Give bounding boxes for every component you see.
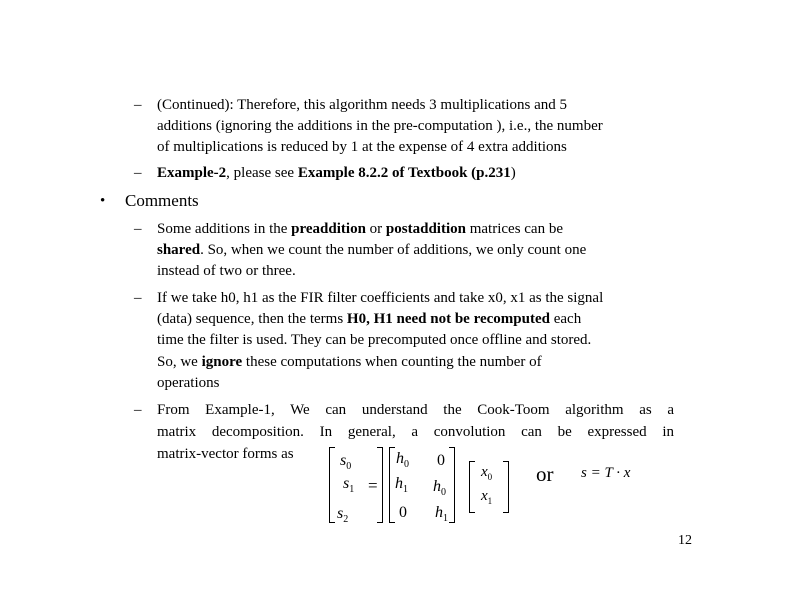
bullet: • [100,193,106,209]
s-vector-right-bracket [377,447,383,523]
fir-line-4: So, we ignore these computations when counting the number of [157,354,542,370]
h0-entry: $h_0$ [433,478,446,499]
list-dash: – [134,165,142,181]
x1-entry: $x_1$ [481,488,493,506]
s2-entry: $s_2$ [337,505,349,526]
t-matrix-right-bracket [449,447,455,523]
equals-sign: = [368,476,378,495]
example1-line-2: matrix decomposition. In general, a convolution can be expressed in [157,424,674,440]
fir-line-2: (data) sequence, then the terms H0, H1 need not be recomputed each [157,311,582,327]
ignore-term: ignore [201,354,243,370]
postaddition-term: postaddition [385,221,466,237]
s-vector-left-bracket [329,447,335,523]
example1-line-1: From Example-1, We can understand the Cook-Toom algorithm as a [157,402,674,418]
x0-entry: $x_0$ [481,464,493,482]
list-dash: – [134,97,142,113]
shared-line-1: Some additions in the preaddition or postaddition matrices can be [157,221,563,237]
example2-line: Example-2, please see Example 8.2.2 of Textbook (p.231) [157,165,516,181]
fir-line-1: If we take h0, h1 as the FIR filter coefficients and take x0, x1 as the signal [157,290,604,306]
example2-label: Example-2 [157,165,227,181]
fir-line-3: time the filter is used. They can be precomputed once offline and stored. [157,332,592,348]
example1-line-3: matrix-vector forms as [157,446,294,462]
or-text: or [536,462,554,486]
textbook-reference: Example 8.2.2 of Textbook (p.231 [297,165,511,181]
x-vector-right-bracket [503,461,509,513]
shared-term: shared [157,242,201,258]
s1-entry: $s_1$ [343,475,355,496]
list-dash: – [134,221,142,237]
zero-entry: 0 [437,452,445,469]
list-dash: – [134,402,142,418]
x-vector-left-bracket [469,461,475,513]
comments-heading: Comments [125,191,199,210]
shared-line-3: instead of two or three. [157,263,296,279]
h1-entry: $h_1$ [395,475,408,496]
h1-entry: $h_1$ [435,504,448,525]
continued-line-1: (Continued): Therefore, this algorithm needs 3 multiplications and 5 [157,97,568,113]
shared-line-2: shared. So, when we count the number of additions, we only count one [157,242,587,258]
compact-equation: s = T · x [581,465,631,481]
fir-line-5: operations [157,375,220,391]
list-dash: – [134,290,142,306]
preaddition-term: preaddition [291,221,366,237]
page-number: 12 [678,533,692,548]
continued-line-2: additions (ignoring the additions in the pre-computation ), i.e., the number [157,118,603,134]
s0-entry: $s_0$ [340,452,352,473]
h0-entry: $h_0$ [396,450,409,471]
zero-entry: 0 [399,504,407,521]
continued-line-3: of multiplications is reduced by 1 at the expense of 4 extra additions [157,139,567,155]
recompute-term: H0, H1 need not be recomputed [346,311,550,327]
